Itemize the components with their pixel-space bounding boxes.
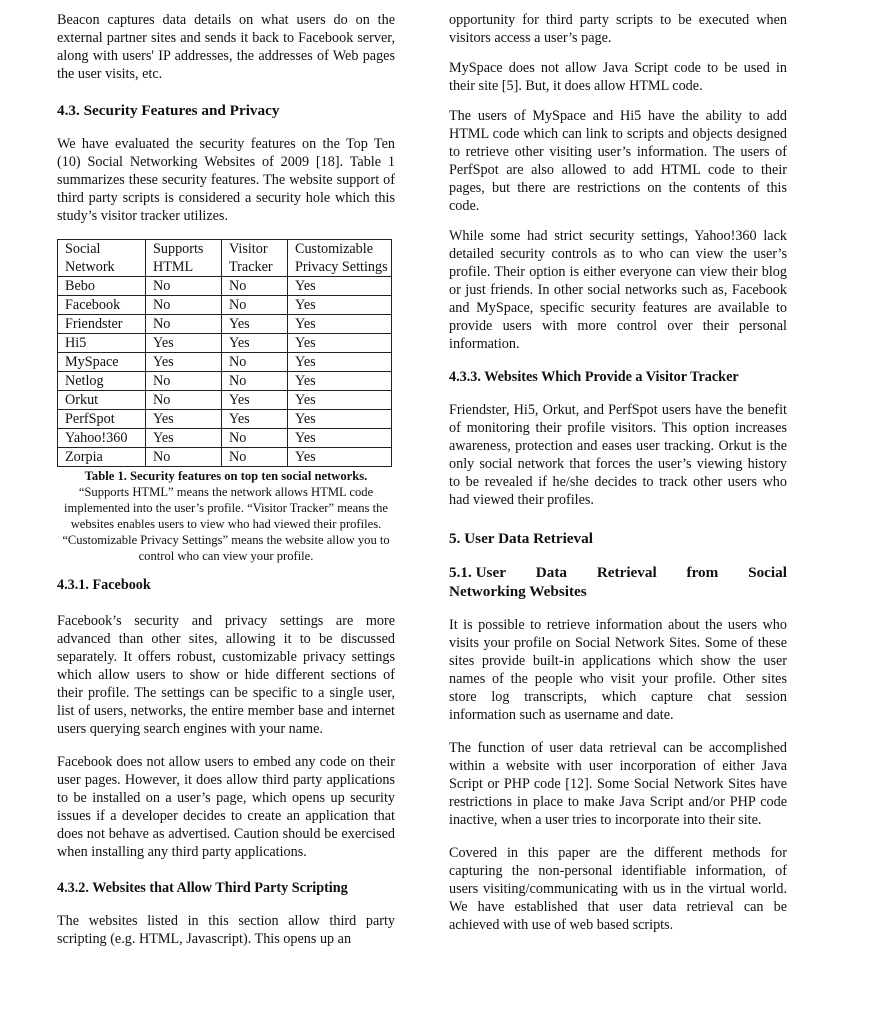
heading-retrieval-from-sns	[449, 563, 787, 601]
table-cell: Yes	[146, 353, 222, 372]
table-caption-text: “Supports HTML” means the network allows HTML code implemented into the user’s profile. “Visitor Tracker” means the websites enables users to view who had viewed their profiles. “Customizable Privacy Settings” means the website allow you to control who can view your profile.	[62, 485, 390, 563]
table-cell: No	[146, 391, 222, 410]
table-cell: Yes	[288, 391, 392, 410]
table-cell: No	[222, 296, 288, 315]
heading-visitor-tracker: 4.3.3. Websites Which Provide a Visitor Tracker	[449, 369, 739, 385]
table-cell: Yes	[146, 429, 222, 448]
table-row	[58, 448, 392, 467]
heading-third-party-scripting: 4.3.2. Websites that Allow Third Party Scripting	[57, 880, 348, 896]
table-cell: Yes	[222, 315, 288, 334]
paragraph-covered: Covered in this paper are the different methods for capturing the non-personal identifiable information, of users visiting/communicating with us in the virtual world. We have established that user data retrieval can be achieved with use of web based scripts.	[449, 845, 787, 933]
table-row	[58, 353, 392, 372]
table-cell: Yahoo!360	[58, 429, 146, 448]
table-cell: MySpace	[58, 353, 146, 372]
heading-user-data-retrieval: 5. User Data Retrieval	[449, 530, 593, 547]
table-cell: Yes	[288, 334, 392, 353]
table-header-row	[58, 240, 392, 277]
table-cell: Zorpia	[58, 448, 146, 467]
table-cell: Yes	[146, 334, 222, 353]
table-header-cell: Visitor Tracker	[222, 240, 288, 277]
table-cell: Yes	[288, 410, 392, 429]
table-cell: No	[222, 448, 288, 467]
table-cell: Bebo	[58, 277, 146, 296]
paragraph-myspace: MySpace does not allow Java Script code to be used in their site [5]. But, it does allow HTML code.	[449, 60, 787, 94]
heading-word: Retrieval	[596, 564, 657, 581]
right-column	[449, 11, 787, 934]
table-cell: Yes	[222, 410, 288, 429]
table-row	[58, 315, 392, 334]
paragraph-yahoo: While some had strict security settings, Yahoo!360 lack detailed security controls as to who can view the user’s profile. Their option is either everyone can view their blog or just friends. In other social networks such as, Facebook and MySpace, specific security features are available to provide users with more control over their personal information.	[449, 228, 787, 352]
paragraph-beacon: Beacon captures data details on what users do on the external partner sites and sends it back to Facebook server, along with users' IP addresses, the addresses of Web pages the user visits, etc.	[57, 12, 395, 82]
left-column	[57, 11, 395, 948]
heading-retrieval-line1	[449, 563, 787, 582]
table-cell: Yes	[288, 277, 392, 296]
security-features-table	[57, 239, 392, 467]
heading-word: from	[686, 564, 719, 581]
table-cell: Yes	[288, 315, 392, 334]
table-row	[58, 429, 392, 448]
table-cell: No	[146, 277, 222, 296]
table-cell: Yes	[288, 353, 392, 372]
table-cell: No	[222, 353, 288, 372]
table-cell: Netlog	[58, 372, 146, 391]
table-cell: Hi5	[58, 334, 146, 353]
table-row	[58, 410, 392, 429]
paragraph-facebook-code: Facebook does not allow users to embed any code on their user pages. However, it does allow third party applications to be installed on a user’s page, which opens up security issues if a developer decides to create an application that does not behave as advertised. Caution should be exercised when installing any third party applications.	[57, 754, 395, 860]
table-cell: Yes	[222, 334, 288, 353]
paragraph-facebook-settings: Facebook’s security and privacy settings are more advanced than other sites, allowing it to be discussed separately. It offers robust, customizable privacy settings which allow users to show or hide different sections of their profile. The settings can be specific to a single user, list of users, networks, the entire member base and internet users querying search engines with your name.	[57, 613, 395, 737]
table-row	[58, 334, 392, 353]
paragraph-function: The function of user data retrieval can be accomplished within a website with user incorporation of either Java Script or PHP code [12]. Some Social Network Sites have restrictions in place to make Java Script and/or PHP code inactive, when a user tries to incorporate into their site.	[449, 740, 787, 828]
table-cell: PerfSpot	[58, 410, 146, 429]
table-cell: Yes	[288, 296, 392, 315]
table-row	[58, 391, 392, 410]
paragraph-opportunity: opportunity for third party scripts to be executed when visitors access a user’s page.	[449, 12, 787, 46]
table-cell: Friendster	[58, 315, 146, 334]
table-caption	[57, 468, 395, 564]
table-header-cell: Customizable Privacy Settings	[288, 240, 392, 277]
table-row	[58, 277, 392, 296]
table-cell: No	[222, 277, 288, 296]
heading-retrieval-line2: Networking Websites	[449, 583, 587, 600]
table-row	[58, 296, 392, 315]
heading-facebook: 4.3.1. Facebook	[57, 577, 151, 593]
table-row	[58, 372, 392, 391]
paragraph-friendster: Friendster, Hi5, Orkut, and PerfSpot users have the benefit of monitoring their profile visitors. This option increases awareness, protection and eases user tracking. Orkut is the only social network that forces the user’s viewing history to be revealed if he/she decides to track other users who had viewed their profiles.	[449, 402, 787, 508]
paragraph-retrieve: It is possible to retrieve information about the users who visits your profile on Social Network Sites. Some of these sites provide built-in applications which show the user names of the people who visit your profile. Other sites store log transcripts, which capture chat session information such as username and date.	[449, 617, 787, 723]
table-caption-title: Table 1. Security features on top ten social networks.	[84, 469, 368, 483]
table-header-cell: Supports HTML	[146, 240, 222, 277]
table-cell: Yes	[288, 448, 392, 467]
table-cell: Yes	[146, 410, 222, 429]
paragraph-hi5: The users of MySpace and Hi5 have the ability to add HTML code which can link to scripts and objects designed to retrieve other visiting user’s information. The users of PerfSpot are also allowed to add HTML code to their pages, but there are restrictions on the contents of this code.	[449, 108, 787, 214]
table-cell: Yes	[288, 429, 392, 448]
table-cell: No	[222, 372, 288, 391]
table-cell: No	[146, 296, 222, 315]
table-cell: No	[146, 448, 222, 467]
table-cell: No	[222, 429, 288, 448]
table-cell: Orkut	[58, 391, 146, 410]
heading-word: Social	[748, 564, 787, 581]
heading-security-features: 4.3. Security Features and Privacy	[57, 102, 280, 119]
table-cell: Yes	[222, 391, 288, 410]
heading-word: 5.1. User	[449, 564, 506, 581]
table-cell: Facebook	[58, 296, 146, 315]
table-header-cell: Social Network	[58, 240, 146, 277]
table-cell: Yes	[288, 372, 392, 391]
table-cell: No	[146, 315, 222, 334]
table-body	[58, 277, 392, 467]
table-cell: No	[146, 372, 222, 391]
paragraph-evaluated: We have evaluated the security features on the Top Ten (10) Social Networking Websites of 2009 [18]. Table 1 summarizes these security features. The website support of third party scripts is considered a security hole which this study’s visitor tracker utilizes.	[57, 136, 395, 224]
heading-word: Data	[535, 564, 567, 581]
paragraph-third-party: The websites listed in this section allow third party scripting (e.g. HTML, Javascript). This opens up an	[57, 913, 395, 947]
